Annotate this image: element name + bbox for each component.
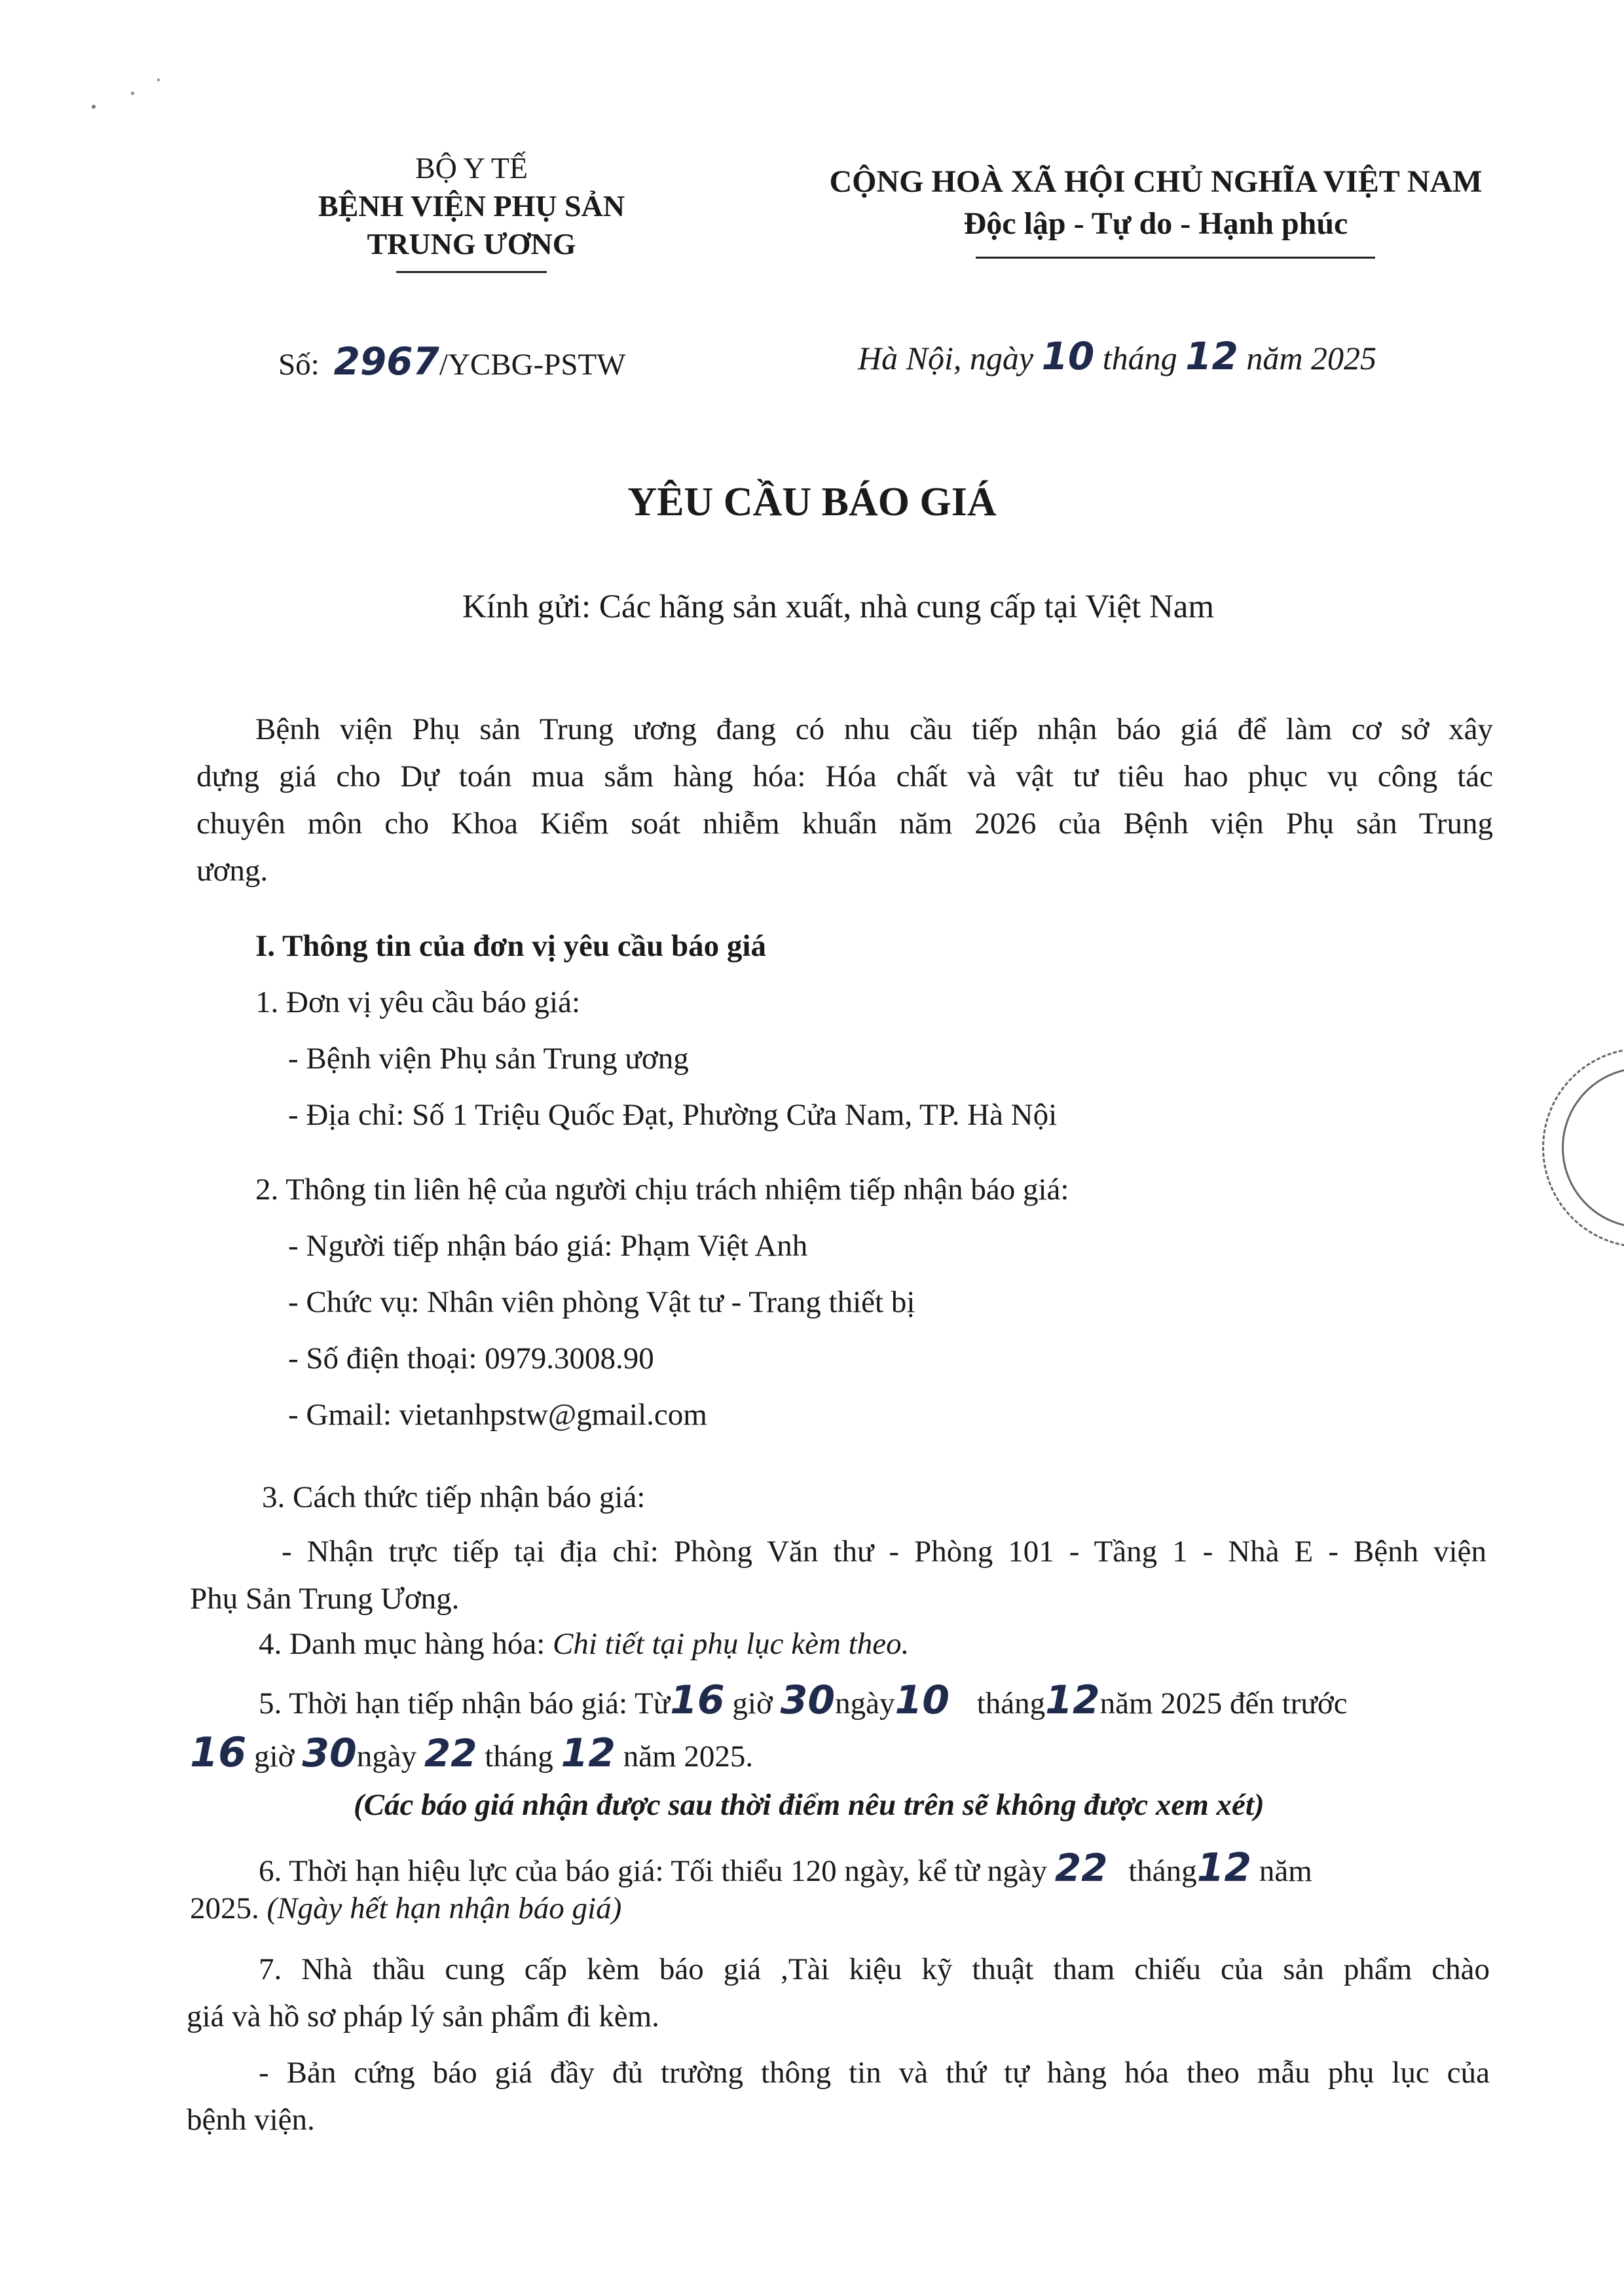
item5-month-handwritten: 12 bbox=[1045, 1677, 1100, 1723]
ministry-name: BỘ Y TẾ bbox=[415, 151, 528, 185]
item5-text9: năm 2025. bbox=[623, 1740, 754, 1774]
item5-text6: giờ bbox=[254, 1740, 295, 1774]
item4-italic: Chi tiết tại phụ lục kèm theo. bbox=[553, 1627, 910, 1661]
header-right-underline bbox=[976, 257, 1375, 259]
reference-number bbox=[278, 339, 626, 384]
item6-text3: năm bbox=[1259, 1854, 1312, 1888]
document-date bbox=[858, 334, 1376, 378]
item7-line1: 7. Nhà thầu cung cấp kèm báo giá ,Tài kiệu kỹ thuật tham chiếu của sản phẩm chào bbox=[259, 1952, 1490, 1986]
item3-line1: - Nhận trực tiếp tại địa chỉ: Phòng Văn thư - Phòng 101 - Tầng 1 - Nhà E - Bệnh viện bbox=[282, 1535, 1486, 1569]
document-title: YÊU CẦU BÁO GIÁ bbox=[627, 480, 997, 524]
item5-text4: tháng bbox=[976, 1686, 1046, 1721]
hospital-name-line2: TRUNG ƯƠNG bbox=[367, 227, 576, 261]
item5-text3: ngày bbox=[835, 1686, 895, 1721]
item5-hour2-handwritten: 16 bbox=[190, 1728, 247, 1776]
scan-speck bbox=[131, 92, 134, 95]
date-year: năm 2025 bbox=[1246, 340, 1376, 376]
item6-line2 bbox=[190, 1891, 621, 1926]
item5-line2 bbox=[190, 1728, 753, 1776]
date-month-label: tháng bbox=[1102, 340, 1177, 376]
item6-day-handwritten: 22 bbox=[1054, 1846, 1108, 1890]
item3-line2: Phụ Sản Trung Ương. bbox=[190, 1582, 460, 1616]
item2-gmail: - Gmail: vietanhpstw@gmail.com bbox=[288, 1398, 707, 1432]
item1-name: - Bệnh viện Phụ sản Trung ương bbox=[288, 1042, 689, 1076]
item4 bbox=[259, 1626, 909, 1662]
item6-text2: tháng bbox=[1128, 1854, 1197, 1888]
date-day-handwritten: 10 bbox=[1041, 334, 1095, 378]
recipient-line: Kính gửi: Các hãng sản xuất, nhà cung cấp tại Việt Nam bbox=[462, 589, 1215, 625]
intro-line3: chuyên môn cho Khoa Kiểm soát nhiễm khuẩn năm 2026 của Bệnh viện Phụ sản Trung bbox=[196, 807, 1493, 841]
item7-line2: giá và hồ sơ pháp lý sản phẩm đi kèm. bbox=[187, 1999, 659, 2033]
item6-text1: 6. Thời hạn hiệu lực của báo giá: Tối thiểu 120 ngày, kể từ ngày bbox=[259, 1854, 1047, 1888]
item5-text8: tháng bbox=[485, 1740, 553, 1774]
intro-line2: dựng giá cho Dự toán mua sắm hàng hóa: Hóa chất và vật tư tiêu hao phục vụ công tác bbox=[196, 759, 1493, 793]
reference-suffix: /YCBG-PSTW bbox=[439, 348, 626, 382]
item7b-line2: bệnh viện. bbox=[187, 2103, 315, 2137]
item1-address: - Địa chỉ: Số 1 Triệu Quốc Đạt, Phường Cửa Nam, TP. Hà Nội bbox=[288, 1098, 1058, 1132]
item6-month-handwritten: 12 bbox=[1196, 1845, 1252, 1891]
date-month-handwritten: 12 bbox=[1185, 334, 1238, 378]
scan-speck bbox=[157, 79, 160, 81]
hospital-name-line1: BỆNH VIỆN PHỤ SẢN bbox=[318, 189, 625, 223]
country-name: CỘNG HOÀ XÃ HỘI CHỦ NGHĨA VIỆT NAM bbox=[829, 164, 1483, 199]
scan-speck bbox=[92, 105, 96, 109]
date-prefix: Hà Nội, ngày bbox=[858, 340, 1034, 376]
reference-prefix: Số: bbox=[278, 348, 320, 382]
section1-heading: I. Thông tin của đơn vị yêu cầu báo giá bbox=[255, 929, 766, 963]
header-left-underline bbox=[396, 271, 547, 273]
item2-phone: - Số điện thoại: 0979.3008.90 bbox=[288, 1341, 654, 1376]
intro-line4: ương. bbox=[196, 854, 268, 888]
item7b-line1: - Bản cứng báo giá đầy đủ trường thông tin và thứ tự hàng hóa theo mẫu phụ lục của bbox=[259, 2056, 1490, 2090]
item5-minute-handwritten: 30 bbox=[780, 1677, 836, 1723]
item6-line1 bbox=[259, 1845, 1312, 1891]
item5-minute2-handwritten: 30 bbox=[302, 1730, 357, 1776]
item5-day2-handwritten: 22 bbox=[424, 1731, 477, 1776]
item6-year: 2025. bbox=[190, 1891, 259, 1925]
item3-label: 3. Cách thức tiếp nhận báo giá: bbox=[262, 1480, 646, 1514]
item5-text2: giờ bbox=[732, 1686, 773, 1721]
item5-text5: năm 2025 đến trước bbox=[1099, 1686, 1348, 1721]
item5-text7: ngày bbox=[356, 1740, 417, 1774]
reference-handwritten-number: 2967 bbox=[333, 339, 439, 384]
header-right bbox=[783, 161, 1529, 245]
item5-text1: 5. Thời hạn tiếp nhận báo giá: Từ bbox=[259, 1686, 671, 1721]
item5-note: (Các báo giá nhận được sau thời điểm nêu trên sẽ không được xem xét) bbox=[354, 1788, 1264, 1822]
header-left bbox=[262, 149, 681, 263]
item5-hour-handwritten: 16 bbox=[670, 1677, 725, 1723]
item4-prefix: 4. Danh mục hàng hóa: bbox=[259, 1627, 545, 1661]
item5-day-handwritten: 10 bbox=[895, 1677, 950, 1723]
intro-line1: Bệnh viện Phụ sản Trung ương đang có nhu cầu tiếp nhận báo giá để làm cơ sở xây bbox=[255, 712, 1493, 746]
item5-month2-handwritten: 12 bbox=[561, 1730, 616, 1776]
item5-line1 bbox=[259, 1677, 1348, 1723]
item2-label: 2. Thông tin liên hệ của người chịu trách nhiệm tiếp nhận báo giá: bbox=[255, 1173, 1069, 1207]
national-motto: Độc lập - Tự do - Hạnh phúc bbox=[963, 206, 1348, 241]
item2-person: - Người tiếp nhận báo giá: Phạm Việt Anh bbox=[288, 1229, 808, 1263]
item6-italic-note: (Ngày hết hạn nhận báo giá) bbox=[267, 1891, 622, 1925]
item2-position: - Chức vụ: Nhân viên phòng Vật tư - Trang thiết bị bbox=[288, 1285, 915, 1319]
item1-label: 1. Đơn vị yêu cầu báo giá: bbox=[255, 985, 581, 1019]
